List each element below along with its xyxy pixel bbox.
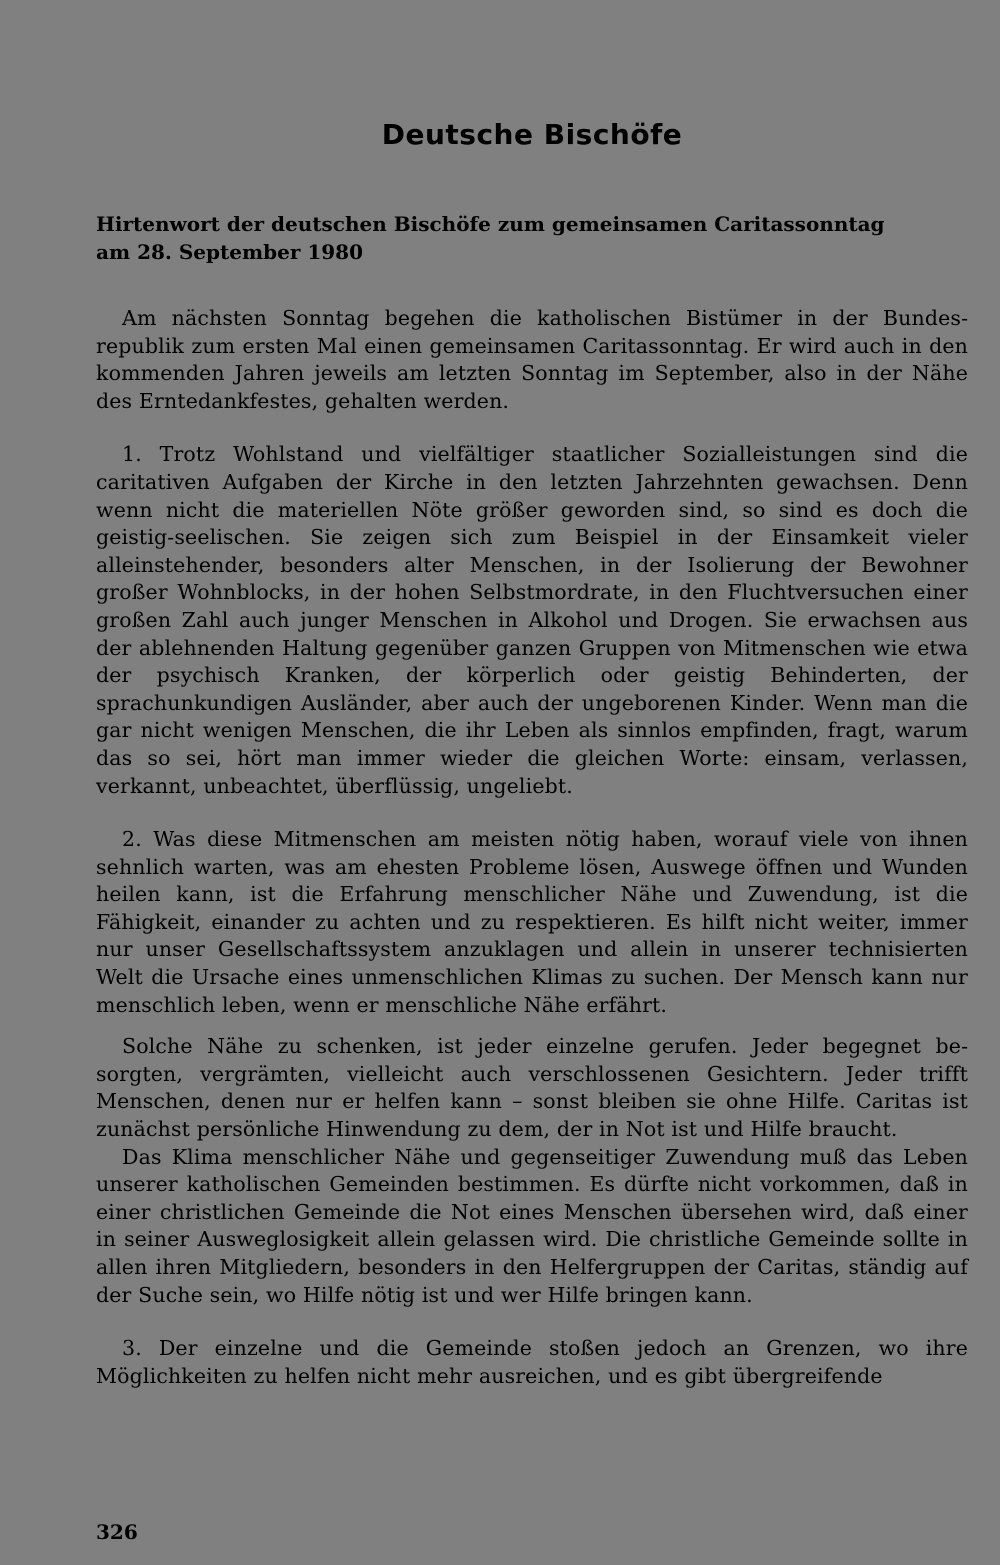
page-number: 326 <box>96 1520 138 1544</box>
subtitle-line-1: Hirtenwort der deutschen Bischöfe zum gemeinsamen Caritassonntag <box>96 212 885 236</box>
paragraph-section-1: 1. Trotz Wohlstand und vielfältiger staatlicher Sozialleistungen sind die caritativen Aufgaben der Kirche in den letzten Jahrzehnten gewachsen. Denn wenn nicht die materiellen Nöte größer geworden sind, so sind es doch die geistig-seelischen. Sie zeigen sich zum Beispiel in der Einsamkeit vieler alleinstehender, besonders alter Menschen, in der Isolierung der Bewohner großer Wohnblocks, in der hohen Selbstmordrate, in den Fluchtversuchen einer großen Zahl auch junger Menschen in Alkohol und Drogen. Sie erwachsen aus der ablehnenden Haltung gegenüber ganzen Gruppen von Mitmenschen wie etwa der psychisch Kranken, der körperlich oder geistig Behinderten, der sprachunkundigen Ausländer, aber auch der ungeborenen Kinder. Wenn man die gar nicht wenigen Menschen, die ihr Leben als sinnlos empfinden, fragt, warum das so sei, hört man immer wieder die gleichen Worte: einsam, verlassen, verkannt, unbeachtet, überflüssig, ungeliebt. <box>96 442 968 798</box>
paragraph-section-3: 3. Der einzelne und die Gemeinde stoßen jedoch an Grenzen, wo ihre Möglichkeiten zu helfen nicht mehr ausreichen, und es gibt übergreifende <box>96 1336 968 1388</box>
document-subtitle <box>96 210 968 266</box>
paragraph-intro: Am nächsten Sonntag begehen die katholischen Bistümer in der Bundesrepublik zum ersten Mal einen gemeinsamen Caritassonntag. Er wird auch in den kommenden Jahren jeweils am letzten Sonntag im September, also in der Nähe des Erntedankfestes, gehalten werden. <box>96 306 968 413</box>
document-body <box>96 305 968 1390</box>
document-title: Deutsche Bischöfe <box>381 118 683 151</box>
document-page <box>96 0 968 1565</box>
paragraph-section-2-cont-2: Das Klima menschlicher Nähe und gegenseitiger Zuwendung muß das Leben unserer katholischen Gemeinden bestimmen. Es dürfte nicht vorkommen, daß in einer christlichen Gemeinde die Not eines Menschen übersehen wird, daß einer in seiner Ausweglosigkeit allein gelassen wird. Die christliche Gemeinde sollte in allen ihren Mitgliedern, besonders in den Helfergruppen der Caritas, ständig auf der Suche sein, wo Hilfe nötig ist und wer Hilfe bringen kann. <box>96 1144 968 1307</box>
subtitle-line-2: am 28. September 1980 <box>96 240 363 264</box>
paragraph-section-2-cont-1: Solche Nähe zu schenken, ist jeder einzelne gerufen. Jeder begegnet besorgten, vergrämten, vielleicht auch verschlossenen Gesichtern. Jeder trifft Menschen, denen nur er helfen kann – sonst bleiben sie ohne Hilfe. Caritas ist zunächst persönliche Hinwendung zu dem, der in Not ist und Hilfe braucht. <box>96 1034 968 1142</box>
paragraph-section-2: 2. Was diese Mitmenschen am meisten nötig haben, worauf viele von ihnen sehnlich warten, was am ehesten Probleme lösen, Auswege öffnen und Wunden heilen kann, ist die Erfahrung menschlicher Nähe und Zuwendung, ist die Fähigkeit, einander zu achten und zu respektieren. Es hilft nicht weiter, immer nur unser Gesellschaftssystem anzuklagen und allein in unserer technisierten Welt die Ursache eines unmenschlichen Klimas zu suchen. Der Mensch kann nur menschlich leben, wenn er menschliche Nähe erfährt. <box>96 827 968 1017</box>
